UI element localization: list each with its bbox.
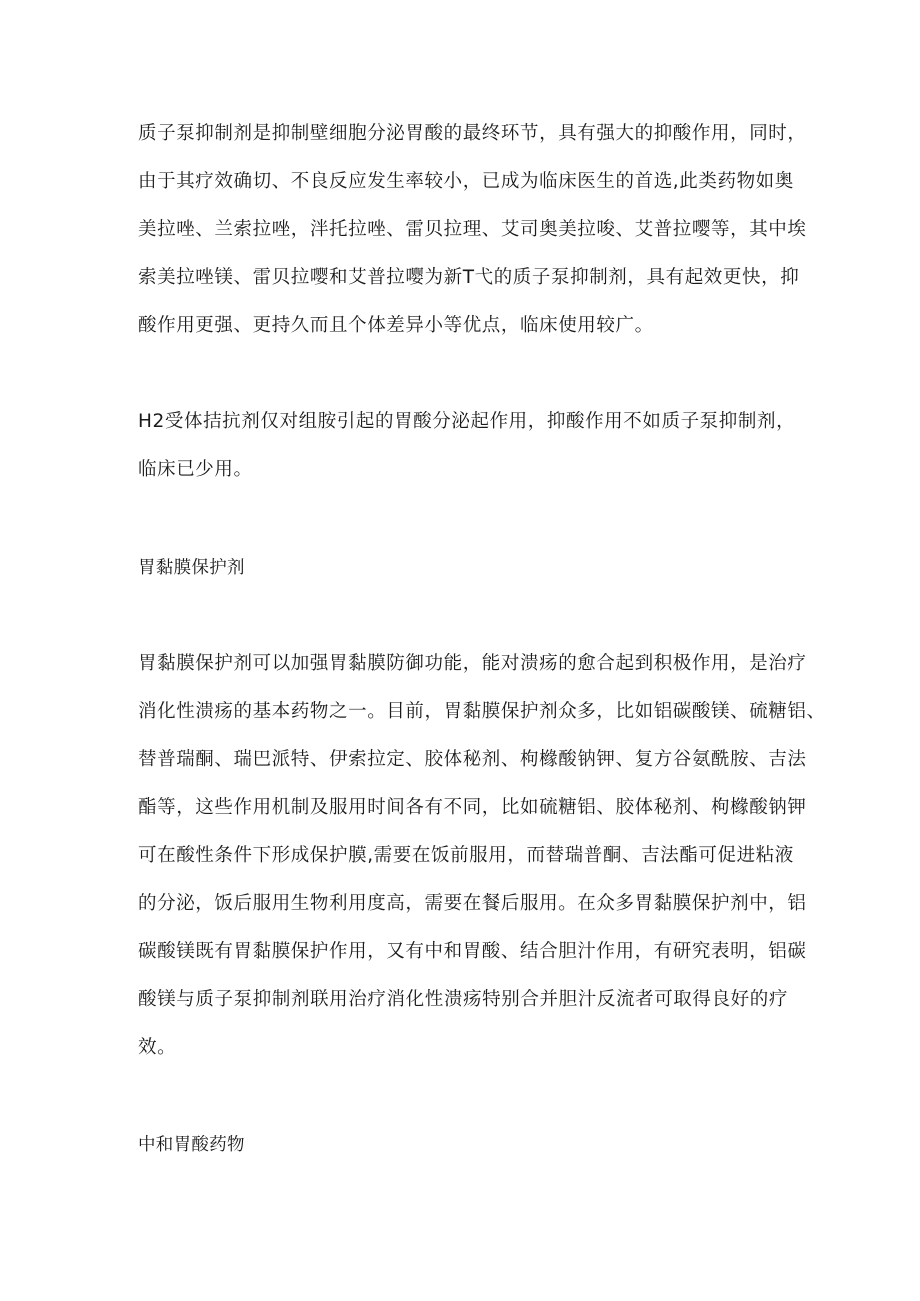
paragraph-line: 替普瑞酮、瑞巴派特、伊索拉定、胶体秘剂、枸橼酸钠钾、复方谷氨酰胺、吉法 bbox=[138, 749, 807, 770]
paragraph-line: 临床已少用。 bbox=[138, 459, 253, 480]
paragraph-line: 索美拉唑镁、雷贝拉嘤和艾普拉嘤为新T弋的质子泵抑制剂，具有起效更快，抑 bbox=[138, 267, 800, 288]
paragraph-line: 酯等，这些作用机制及服用时间各有不同，比如硫糖铝、胶体秘剂、枸橼酸钠钾 bbox=[138, 797, 807, 818]
section-heading: 中和胃酸药物 bbox=[138, 1135, 245, 1155]
paragraph-line: H2受体拮抗剂仅对组胺引起的胃酸分泌起作用，抑酸作用不如质子泵抑制剂， bbox=[138, 411, 796, 432]
section-heading: 胃黏膜保护剂 bbox=[138, 558, 245, 578]
paragraph-line: 胃黏膜保护剂可以加强胃黏膜防御功能，能对溃疡的愈合起到积极作用，是治疗 bbox=[138, 653, 807, 674]
paragraph-line: 质子泵抑制剂是抑制壁细胞分泌胃酸的最终环节，具有强大的抑酸作用，同时， bbox=[138, 123, 807, 144]
paragraph-line: 美拉唑、兰索拉唑，泮托拉唑、雷贝拉理、艾司奥美拉唆、艾普拉嘤等，其中埃 bbox=[138, 219, 807, 240]
paragraph-line: 可在酸性条件下形成保护膜,需要在饭前服用，而替瑞普酮、吉法酯可促进粘液 bbox=[138, 845, 794, 866]
paragraph-line: 消化性溃疡的基本药物之一。目前，胃黏膜保护剂众多，比如铝碳酸镁、硫糖铝、 bbox=[138, 701, 826, 722]
paragraph-line: 效。 bbox=[138, 1037, 177, 1058]
paragraph-line: 酸作用更强、更持久而且个体差异小等优点，临床使用较广。 bbox=[138, 315, 654, 336]
paragraph-line: 由于其疗效确切、不良反应发生率较小，已成为临床医生的首选,此类药物如奥 bbox=[138, 171, 794, 192]
paragraph-line: 碳酸镁既有胃黏膜保护作用，又有中和胃酸、结合胆汁作用，有研究表明，铝碳 bbox=[138, 941, 807, 962]
paragraph-line: 酸镁与质子泵抑制剂联用治疗消化性溃疡特别合并胆汁反流者可取得良好的疗 bbox=[138, 989, 788, 1010]
paragraph-line: 的分泌，饭后服用生物利用度高，需要在餐后服用。在众多胃黏膜保护剂中，铝 bbox=[138, 893, 807, 914]
